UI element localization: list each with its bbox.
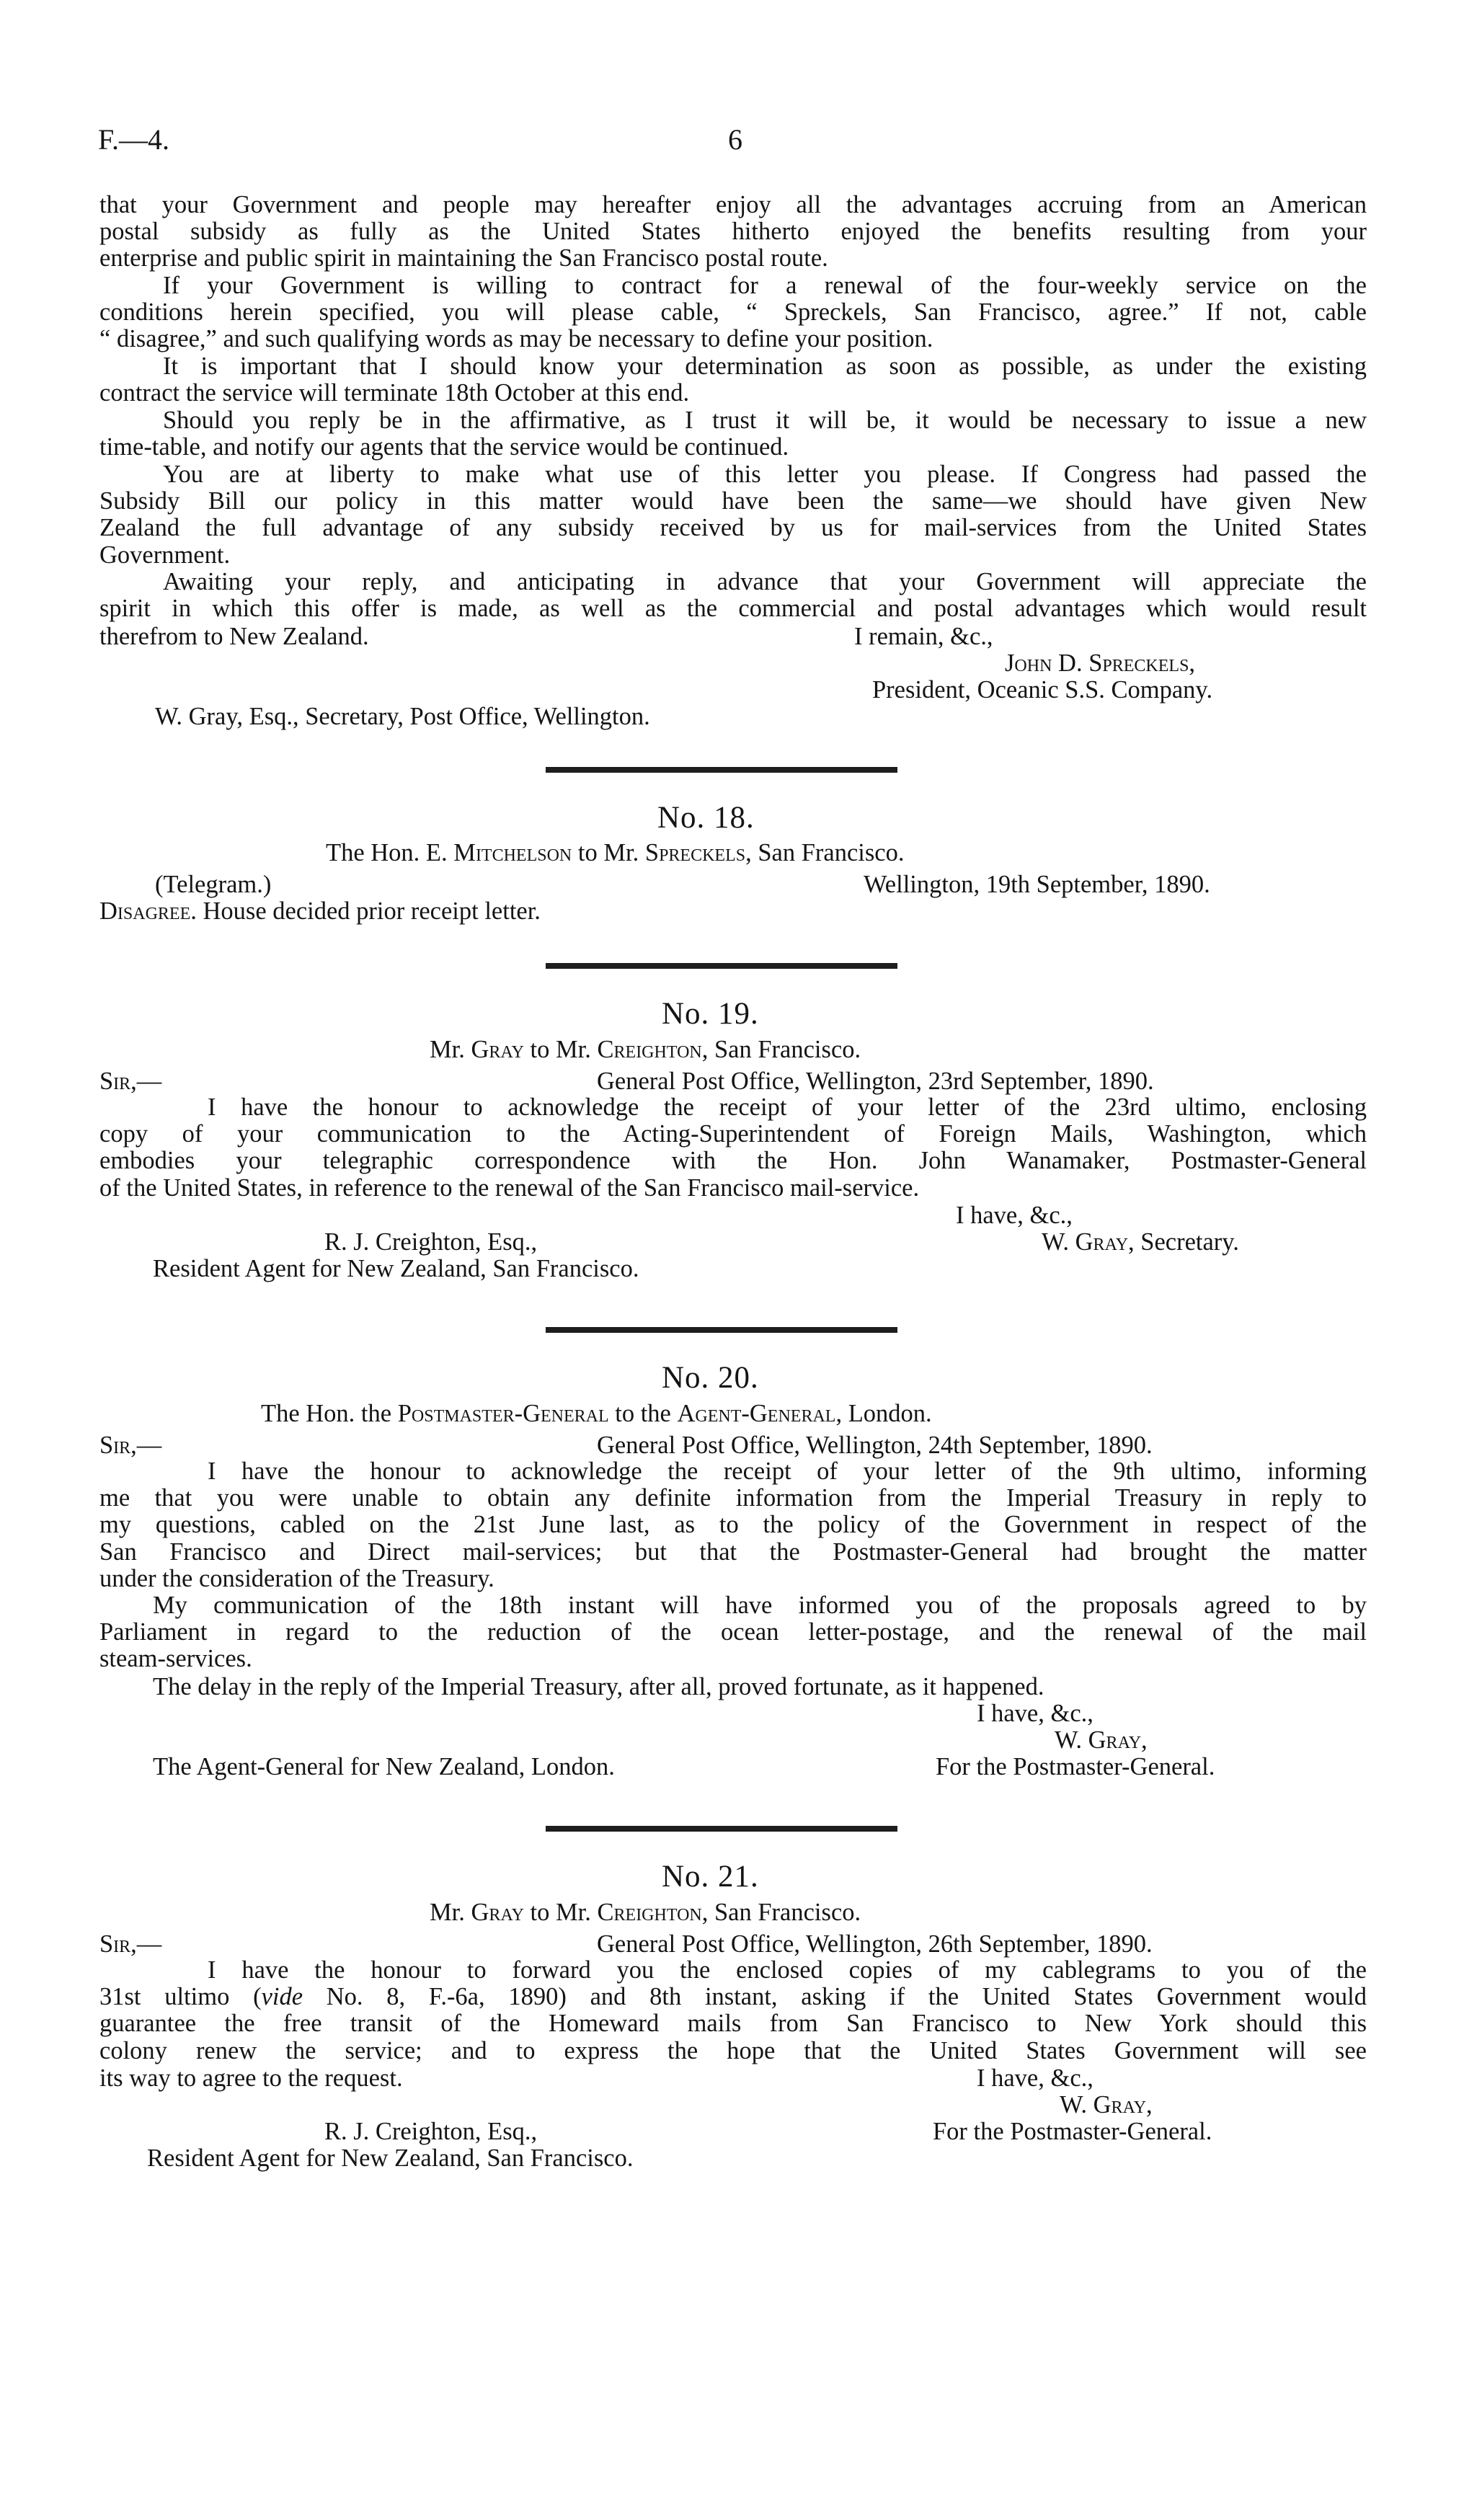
text-line: San Francisco and Direct mail-services; but that the Postmaster-General had brought the matter: [99, 1538, 1367, 1566]
text-line: conditions herein specified, you will please cable, “ Spreckels, San Francisco, agree.” If not, cable: [99, 299, 1367, 327]
document-20-heading: The Hon. the Postmaster-General to the Agent-General, London.: [261, 1400, 932, 1427]
text-line: embodies your telegraphic correspondence with the Hon. John Wanamaker, Postmaster-General: [99, 1148, 1367, 1175]
document-18-body: Disagree. House decided prior receipt letter.: [99, 897, 541, 925]
text-line: Zealand the full advantage of any subsidy received by us for mail-services from the United States: [99, 515, 1367, 542]
section-divider: [546, 1327, 897, 1333]
text-line: If your Government is willing to contract for a renewal of the four-weekly service on the: [163, 272, 1367, 299]
letter-17-paragraph-3: [99, 353, 1367, 407]
document-21-signer-title: For the Postmaster-General.: [933, 2118, 1212, 2145]
text-line: Awaiting your reply, and anticipating in advance that your Government will appreciate the: [163, 569, 1367, 595]
section-divider: [546, 1826, 897, 1832]
document-19-salutation: Sir,—: [99, 1068, 162, 1095]
text-line: colony renew the service; and to express the hope that the United States Government will see: [99, 2037, 1367, 2064]
section-divider: [546, 963, 897, 969]
document-21-dateline: General Post Office, Wellington, 26th September, 1890.: [597, 1930, 1153, 1958]
text-line: It is important that I should know your determination as soon as possible, as under the existing: [163, 353, 1367, 380]
document-number-19: No. 19.: [662, 997, 759, 1031]
letter-17-addressee: W. Gray, Esq., Secretary, Post Office, Wellington.: [155, 703, 650, 730]
document-number-21: No. 21.: [662, 1860, 759, 1894]
document-19-addressee-title: Resident Agent for New Zealand, San Francisco.: [153, 1255, 639, 1282]
letter-17-signer: John D. Spreckels,: [1005, 649, 1196, 677]
letter-17-last-line: therefrom to New Zealand.: [99, 623, 369, 650]
document-21-closing: I have, &c.,: [977, 2064, 1093, 2092]
text-line: I have the honour to acknowledge the receipt of your letter of the 9th ultimo, informing: [208, 1458, 1367, 1485]
document-20-paragraph-3: The delay in the reply of the Imperial Treasury, after all, proved fortunate, as it happened.: [153, 1673, 1044, 1700]
document-reference: F.—4.: [98, 123, 170, 156]
text-line: I have the honour to acknowledge the receipt of your letter of the 23rd ultimo, enclosing: [208, 1094, 1367, 1121]
text-line: my questions, cabled on the 21st June last, as to the policy of the Government in respect of the: [99, 1512, 1367, 1539]
text-line: I have the honour to forward you the enclosed copies of my cablegrams to you of the: [208, 1957, 1367, 1984]
document-19-closing: I have, &c.,: [956, 1202, 1073, 1229]
document-21-salutation: Sir,—: [99, 1930, 162, 1958]
document-21-body: [99, 1957, 1367, 2064]
document-20-addressee: The Agent-General for New Zealand, London.: [153, 1753, 615, 1780]
document-19-addressee-name: R. J. Creighton, Esq.,: [324, 1228, 538, 1256]
letter-17-paragraph-2: [99, 272, 1367, 353]
document-19-heading: Mr. Gray to Mr. Creighton, San Francisco.: [430, 1036, 861, 1063]
document-20-salutation: Sir,—: [99, 1432, 162, 1459]
document-20-closing: I have, &c.,: [977, 1700, 1093, 1727]
text-line: me that you were unable to obtain any definite information from the Imperial Treasury in reply to: [99, 1485, 1367, 1512]
letter-17-paragraph-5: [99, 461, 1367, 569]
letter-17-paragraph-1: [99, 192, 1367, 272]
text-line: under the consideration of the Treasury.: [99, 1565, 494, 1592]
text-line: copy of your communication to the Acting-Superintendent of Foreign Mails, Washington, which: [99, 1121, 1367, 1148]
text-line: postal subsidy as fully as the United States hitherto enjoyed the benefits resulting from your: [99, 218, 1367, 246]
text-line: that your Government and people may hereafter enjoy all the advantages accruing from an American: [99, 192, 1367, 218]
text-line: spirit in which this offer is made, as well as the commercial and postal advantages which would result: [99, 595, 1367, 623]
document-21-addressee-title: Resident Agent for New Zealand, San Francisco.: [147, 2144, 634, 2172]
text-line: steam-services.: [99, 1646, 252, 1673]
document-19-signature: W. Gray, Secretary.: [1042, 1228, 1239, 1256]
document-21-signer: W. Gray,: [1060, 2091, 1153, 2119]
text-line: of the United States, in reference to the renewal of the San Francisco mail-service.: [99, 1174, 920, 1202]
document-number-18: No. 18.: [657, 801, 755, 835]
document-19-body: [99, 1094, 1367, 1202]
page-number: 6: [728, 123, 742, 156]
section-divider: [546, 767, 897, 773]
document-21-addressee-name: R. J. Creighton, Esq.,: [324, 2118, 538, 2145]
text-line: enterprise and public spirit in maintaining the San Francisco postal route.: [99, 245, 828, 272]
telegram-label: (Telegram.): [155, 871, 272, 898]
letter-17-paragraph-6: [99, 569, 1367, 622]
text-line: You are at liberty to make what use of this letter you please. If Congress had passed the: [163, 461, 1367, 488]
document-20-signer: W. Gray,: [1055, 1726, 1148, 1754]
document-19-dateline: General Post Office, Wellington, 23rd September, 1890.: [597, 1068, 1154, 1095]
text-line: My communication of the 18th instant will have informed you of the proposals agreed to by: [153, 1592, 1367, 1619]
text-line: Parliament in regard to the reduction of the ocean letter-postage, and the renewal of the mail: [99, 1619, 1367, 1646]
text-line: Government.: [99, 541, 231, 569]
text-line: time-table, and notify our agents that the service would be continued.: [99, 434, 789, 461]
text-line: 31st ultimo (vide No. 8, F.-6a, 1890) and 8th instant, asking if the United States Government would: [99, 1984, 1367, 2011]
letter-17-closing: I remain, &c.,: [854, 623, 993, 650]
letter-17-paragraph-4: [99, 407, 1367, 461]
document-number-20: No. 20.: [662, 1361, 759, 1395]
document-21-last-line: its way to agree to the request.: [99, 2064, 403, 2092]
letter-17-signer-title: President, Oceanic S.S. Company.: [872, 676, 1213, 704]
document-20-signer-title: For the Postmaster-General.: [936, 1753, 1215, 1780]
document-20-paragraph-1: [99, 1458, 1367, 1592]
document-20-dateline: General Post Office, Wellington, 24th September, 1890.: [597, 1432, 1153, 1459]
text-line: Subsidy Bill our policy in this matter would have been the same—we should have given New: [99, 488, 1367, 515]
text-line: “ disagree,” and such qualifying words as may be necessary to define your position.: [99, 326, 933, 353]
document-20-paragraph-2: [99, 1592, 1367, 1673]
document-21-heading: Mr. Gray to Mr. Creighton, San Francisco.: [430, 1899, 861, 1926]
text-line: contract the service will terminate 18th October at this end.: [99, 380, 690, 407]
document-18-dateline: Wellington, 19th September, 1890.: [864, 871, 1210, 898]
text-line: Should you reply be in the affirmative, as I trust it will be, it would be necessary to issue a new: [163, 407, 1367, 434]
text-line: guarantee the free transit of the Homeward mails from San Francisco to New York should this: [99, 2010, 1367, 2038]
document-18-heading: The Hon. E. Mitchelson to Mr. Spreckels, San Francisco.: [326, 839, 905, 866]
